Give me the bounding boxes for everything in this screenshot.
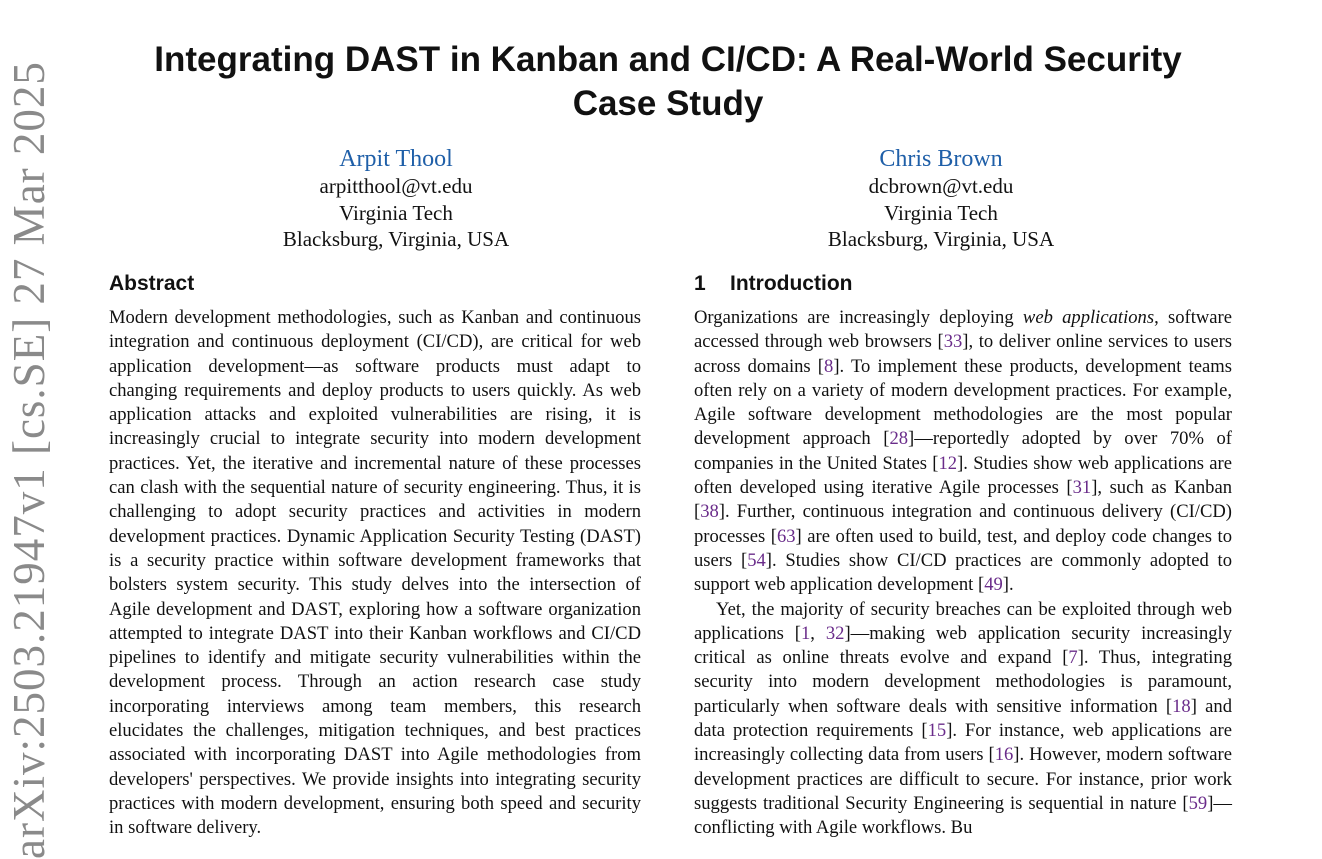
paragraph-text: ]. Studies show CI/CD practices are commonly adopted to support web application development [ (694, 549, 1233, 596)
abstract-text: Modern development methodologies, such as Kanban and continuous integration and continuous deployment (CI/CD), are critical for web application development—as software products must adapt to changing requirements and deploy products to users quickly. As web application attacks and exploited vulnerabilities are rising, it is increasingly crucial to integrate security into modern development practices. Yet, the iterative and incremental nature of these processes can clash with the sequential nature of security engineering. Thus, it is challenging to adopt security practices and activities in modern development practices. Dynamic Application Security Testing (DAST) is a security practice within software development frameworks that bolsters system security. This study delves into the intersection of Agile development and DAST, exploring how a software organization attempted to integrate DAST into their Kanban workflows and CI/CD pipelines to identify and mitigate security vulnerabilities within the development process. Through an action research case study incorporating interviews among team members, this research elucidates the challenges, mitigation techniques, and best practices associated with incorporating DAST into Agile methodologies from developers' perspectives. We provide insights into integrating security practices with modern development, ensuring both speed and security in software delivery. (109, 307, 641, 839)
author-email: dcbrown@vt.edu (868, 174, 1014, 198)
emphasized-term: web applications (1022, 307, 1155, 328)
citation-link[interactable]: 49 (984, 574, 1003, 596)
paragraph-text: ] are often used to build, test, and deploy code changes to users [ (694, 525, 1232, 571)
author-affiliation: Virginia Tech (884, 200, 998, 225)
citation-link[interactable]: 16 (994, 744, 1014, 766)
paragraph-text: ], such as Kanban [ (694, 477, 1232, 523)
citation-link[interactable]: 63 (776, 525, 796, 547)
paper-title (70, 38, 1266, 126)
paragraph-text: ]. To implement these products, development teams often rely on a variety of modern development practices. For example, Agile software development methodologies are the most popular development approach [ (694, 355, 1232, 450)
citation-link[interactable]: 31 (1072, 477, 1092, 499)
author-affiliation: Virginia Tech (339, 200, 453, 225)
paragraph-text: ]. For instance, web applications are increasingly collecting data from users [ (694, 720, 1232, 766)
title-line-2: Case Study (572, 84, 764, 123)
paragraph-text: ], to deliver online services to users across domains [ (694, 331, 1232, 377)
paragraph-text: ] and data protection requirements [ (694, 695, 1232, 742)
citation-link[interactable]: 32 (825, 622, 845, 644)
citation-link[interactable]: 59 (1188, 792, 1208, 814)
paragraph-text: ]. Studies show web applications are often developed using iterative Agile processes [ (694, 452, 1232, 499)
section-title: Introduction (730, 272, 853, 295)
abstract-column (109, 270, 641, 841)
intro-paragraph-1 (694, 306, 1232, 598)
paragraph-text: , software accessed through web browsers [ (694, 307, 1232, 353)
citation-link[interactable]: 38 (700, 501, 719, 523)
section-number: 1 (694, 272, 706, 295)
paragraph-text: , (810, 622, 826, 644)
introduction-heading (694, 270, 1232, 298)
paragraph-text: ]. (1002, 574, 1014, 596)
paragraph-text: Yet, the majority of security breaches can be exploited through web applications [ (694, 598, 1232, 644)
author-block-2 (731, 145, 1151, 253)
paragraph-text: ]—making web application security increasingly critical as online threats evolve and expand [ (694, 622, 1233, 669)
citation-link[interactable]: 12 (938, 452, 958, 474)
title-line-1: Integrating DAST in Kanban and CI/CD: A Real-World Security (154, 40, 1182, 79)
author-name-link[interactable]: Chris Brown (879, 146, 1003, 172)
arxiv-id: arXiv:2503.21947v1 [cs.SE] 27 Mar 2025 (4, 61, 54, 859)
citation-link[interactable]: 18 (1172, 695, 1191, 717)
abstract-heading: Abstract (109, 272, 195, 295)
paragraph-text: ]—conflicting with Agile workflows. Bu (694, 792, 1232, 839)
intro-paragraph-2 (694, 598, 1232, 841)
paragraph-text: ]. Thus, integrating security into modern development methodologies is paramount, particularly when software deals with sensitive information [ (694, 647, 1232, 717)
author-email: arpitthool@vt.edu (319, 174, 473, 198)
author-name-link[interactable]: Arpit Thool (339, 146, 453, 172)
citation-link[interactable]: 1 (800, 622, 811, 644)
paragraph-text: Organizations are increasingly deploying (694, 307, 1023, 328)
citation-link[interactable]: 54 (747, 549, 766, 571)
citation-link[interactable]: 28 (889, 428, 909, 450)
citation-link[interactable]: 8 (824, 355, 834, 377)
citation-link[interactable]: 7 (1068, 647, 1078, 669)
paragraph-text: ]—reportedly adopted by over 70% of companies in the United States [ (694, 428, 1232, 474)
citation-link[interactable]: 15 (927, 720, 947, 742)
author-block-1 (186, 145, 606, 253)
arxiv-sidebar-stamp (0, 0, 74, 859)
citation-link[interactable]: 33 (943, 331, 963, 353)
introduction-column (694, 270, 1232, 841)
author-location: Blacksburg, Virginia, USA (282, 227, 510, 251)
paragraph-text: ]. Further, continuous integration and continuous delivery (CI/CD) processes [ (694, 501, 1232, 547)
paragraph-text: ]. However, modern software development practices are difficult to secure. For instance, prior work suggests traditional Security Engineering is sequential in nature [ (694, 744, 1232, 814)
author-location: Blacksburg, Virginia, USA (827, 227, 1055, 251)
